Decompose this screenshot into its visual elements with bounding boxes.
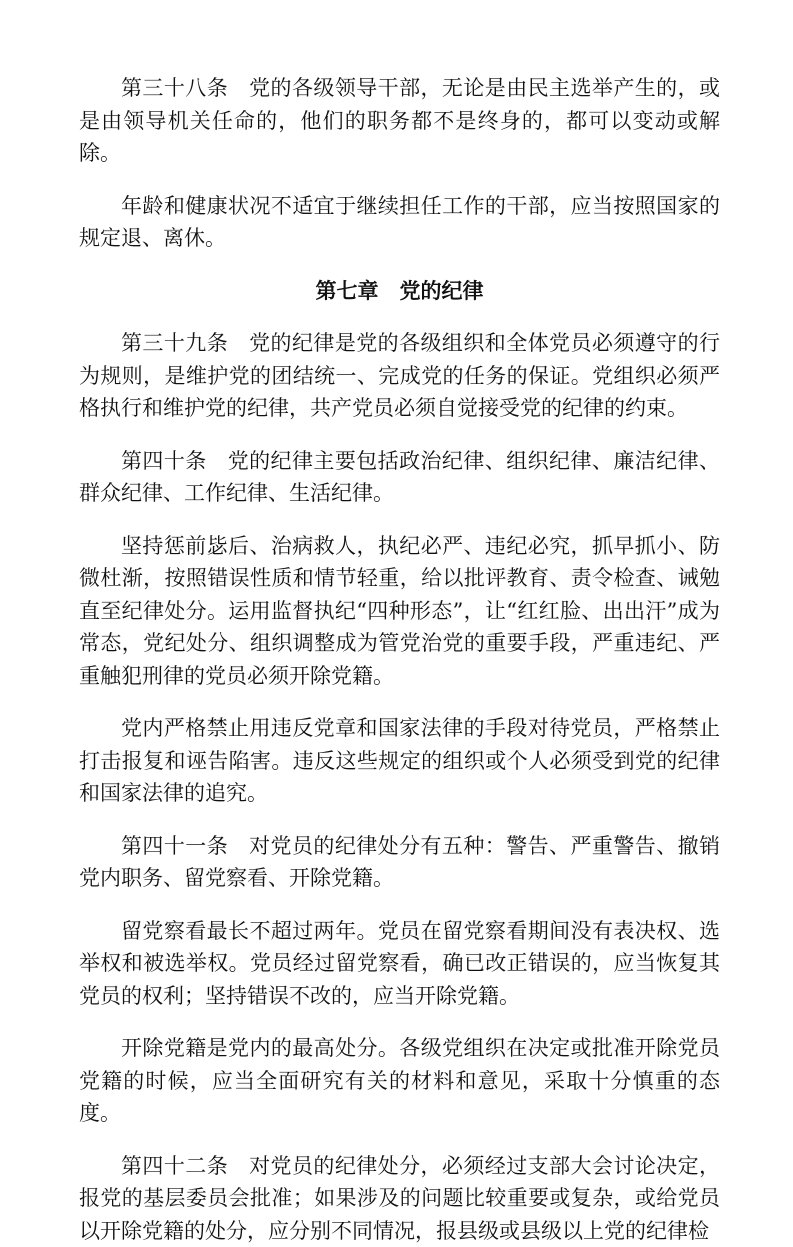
paragraph-article-38 [79, 72, 720, 170]
chapter-title: 第七章 党的纪律 [79, 275, 720, 308]
paragraph-article-41 [79, 830, 720, 895]
document-page [79, 72, 720, 1247]
paragraph-text: 年龄和健康状况不适宜于继续担任工作的干部，应当按照国家的规定退、离休。 [79, 194, 720, 251]
paragraph-text: 开除党籍是党内的最高处分。各级党组织在决定或批准开除党员党籍的时候，应当全面研究有关的材料和意见，采取十分慎重的态度。 [79, 1036, 720, 1125]
article-number: 第三十八条 [121, 76, 228, 100]
article-number: 第三十九条 [121, 331, 228, 355]
paragraph-discipline-principles [79, 530, 720, 693]
paragraph-text: 党的纪律是党的各级组织和全体党员必须遵守的行为规则，是维护党的团结统一、完成党的任务的保证。党组织必须严格执行和维护党的纪律，共产党员必须自觉接受党的纪律的约束。 [79, 331, 720, 420]
article-number: 第四十一条 [121, 834, 228, 858]
paragraph-article-40 [79, 445, 720, 510]
paragraph-retirement [79, 190, 720, 255]
paragraph-text: 党的纪律主要包括政治纪律、组织纪律、廉洁纪律、群众纪律、工作纪律、生活纪律。 [79, 449, 720, 506]
paragraph-text: 党的各级领导干部，无论是由民主选举产生的，或是由领导机关任命的，他们的职务都不是终身的，都可以变动或解除。 [79, 76, 720, 165]
paragraph-probation [79, 915, 720, 1013]
paragraph-text: 坚持惩前毖后、治病救人，执纪必严、违纪必究，抓早抓小、防微杜渐，按照错误性质和情节轻重，给以批评教育、责令检查、诫勉直至纪律处分。运用监督执纪“四种形态”，让“红红脸、出出汗”成为常态，党纪处分、组织调整成为管党治党的重要手段，严重违纪、严重触犯刑律的党员必须开除党籍。 [79, 534, 720, 688]
paragraph-text: 对党员的纪律处分，必须经过支部大会讨论决定，报党的基层委员会批准；如果涉及的问题比较重要或复杂，或给党员以开除党籍的处分，应分别不同情况，报县级或县级以上党的纪律检 [79, 1154, 720, 1243]
article-number: 第四十二条 [121, 1154, 228, 1178]
paragraph-article-39 [79, 327, 720, 425]
paragraph-text: 对党员的纪律处分有五种：警告、严重警告、撤销党内职务、留党察看、开除党籍。 [79, 834, 720, 891]
paragraph-text: 留党察看最长不超过两年。党员在留党察看期间没有表决权、选举权和被选举权。党员经过留党察看，确已改正错误的，应当恢复其党员的权利；坚持错误不改的，应当开除党籍。 [79, 919, 720, 1008]
paragraph-expulsion [79, 1032, 720, 1130]
article-number: 第四十条 [121, 449, 207, 473]
paragraph-prohibitions [79, 712, 720, 810]
paragraph-text: 党内严格禁止用违反党章和国家法律的手段对待党员，严格禁止打击报复和诬告陷害。违反这些规定的组织或个人必须受到党的纪律和国家法律的追究。 [79, 716, 720, 805]
paragraph-article-42 [79, 1150, 720, 1247]
